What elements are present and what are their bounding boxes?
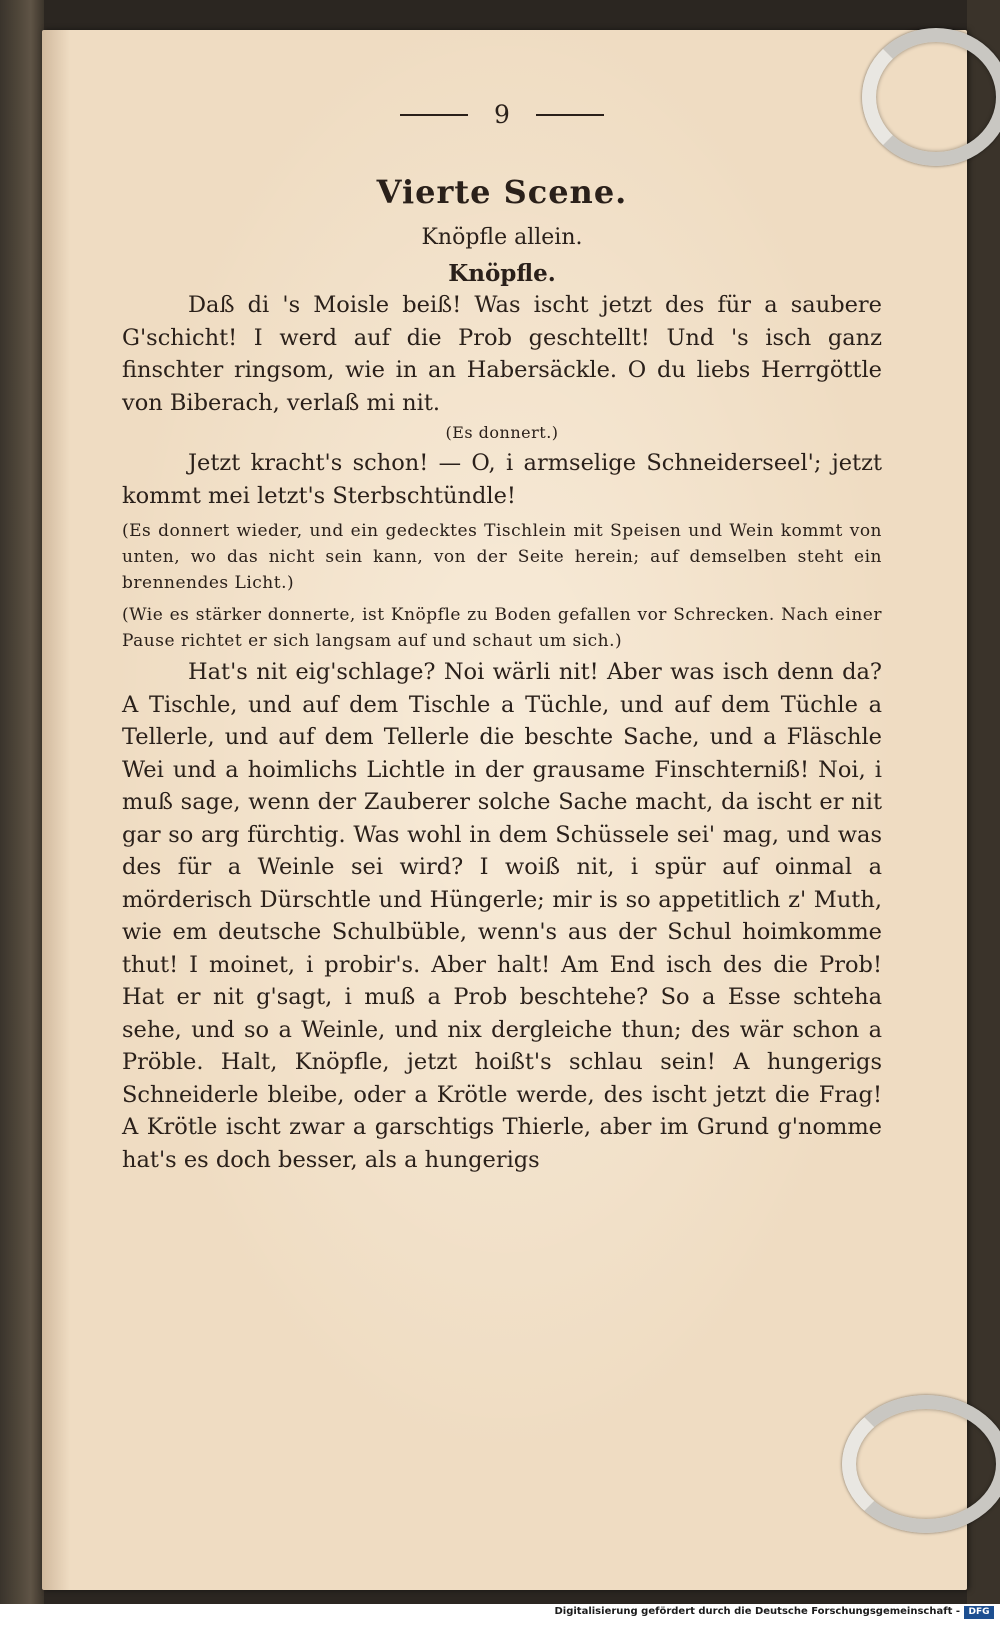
page-header xyxy=(122,95,882,135)
stage-opening: Knöpfle allein. xyxy=(421,225,583,250)
dfg-logo: DFG xyxy=(964,1606,994,1619)
speech-paragraph-2: Jetzt kracht's schon! — O, i armselige Schneiderseel'; jetzt kommt mei letzt's Sterbschtündle! xyxy=(122,450,882,509)
page-text xyxy=(92,95,882,1176)
scene-title: Vierte Scene. xyxy=(376,173,628,211)
speaker-name: Knöpfle. xyxy=(448,260,556,287)
header-rule-left xyxy=(400,114,468,116)
page-clip-bottom xyxy=(842,1395,1000,1533)
book-binding-edge xyxy=(0,0,44,1604)
stage-direction-2: (Es donnert wieder, und ein gedecktes Tischlein mit Speisen und Wein kommt von unten, wo das nicht sein kann, von der Seite herein; auf demselben steht ein brennendes Licht.) xyxy=(122,521,882,593)
scan-background xyxy=(967,0,1000,1604)
header-rule-right xyxy=(536,114,604,116)
speech-paragraph-3: Hat's nit eig'schlage? Noi wärli nit! Aber was isch denn da? A Tischle, und auf dem Tischle a Tüchle, und auf dem Tüchle a Tellerle, und auf dem Tellerle die beschte Sache, und a Fläschle Wei und a hoimlichs Lichtle in der grausame Finschterniß! Noi, i muß sage, wenn der Zauberer solche Sache macht, da ischt er nit gar so arg fürchtig. Was wohl in dem Schüssele sei' mag, und was des für a Weinle sei wird? I woiß nit, i spür auf oinmal a mörderisch Dürschtle und Hüngerle; mir is so appetitlich z' Muth, wie em deutsche Schulbüble, wenn's aus der Schul hoimkomme thut! I moinet, i probir's. Aber halt! Am End isch des die Prob! Hat er nit g'sagt, i muß a Prob beschtehe? So a Esse schteha sehe, und so a Weinle, und nix dergleiche thun; des wär schon a Pröble. Halt, Knöpfle, jetzt hoißt's schlau sein! A hungerigs Schneiderle bleibe, oder a Krötle werde, des ischt jetzt die Frag! A Krötle ischt zwar a garschtigs Thierle, aber im Grund g'nomme hat's es doch besser, als a hungerigs xyxy=(122,659,882,1173)
page-number: 9 xyxy=(494,100,510,129)
stage-direction-1: (Es donnert.) xyxy=(445,423,559,442)
page-clip-top xyxy=(862,28,1000,166)
stage-direction-3: (Wie es stärker donnerte, ist Knöpfle zu Boden gefallen vor Schrecken. Nach einer Pause richtet er sich langsam auf und schaut um sich.) xyxy=(122,605,882,651)
digitization-credit: Digitalisierung gefördert durch die Deutsche Forschungsgemeinschaft - xyxy=(554,1606,960,1617)
speech-paragraph-1: Daß di 's Moisle beiß! Was ischt jetzt des für a saubere G'schicht! I werd auf die Prob geschtellt! Und 's isch ganz finschter ringsom, wie in an Habersäckle. O du liebs Herrgöttle von Biberach, verlaß mi nit. xyxy=(122,292,882,416)
